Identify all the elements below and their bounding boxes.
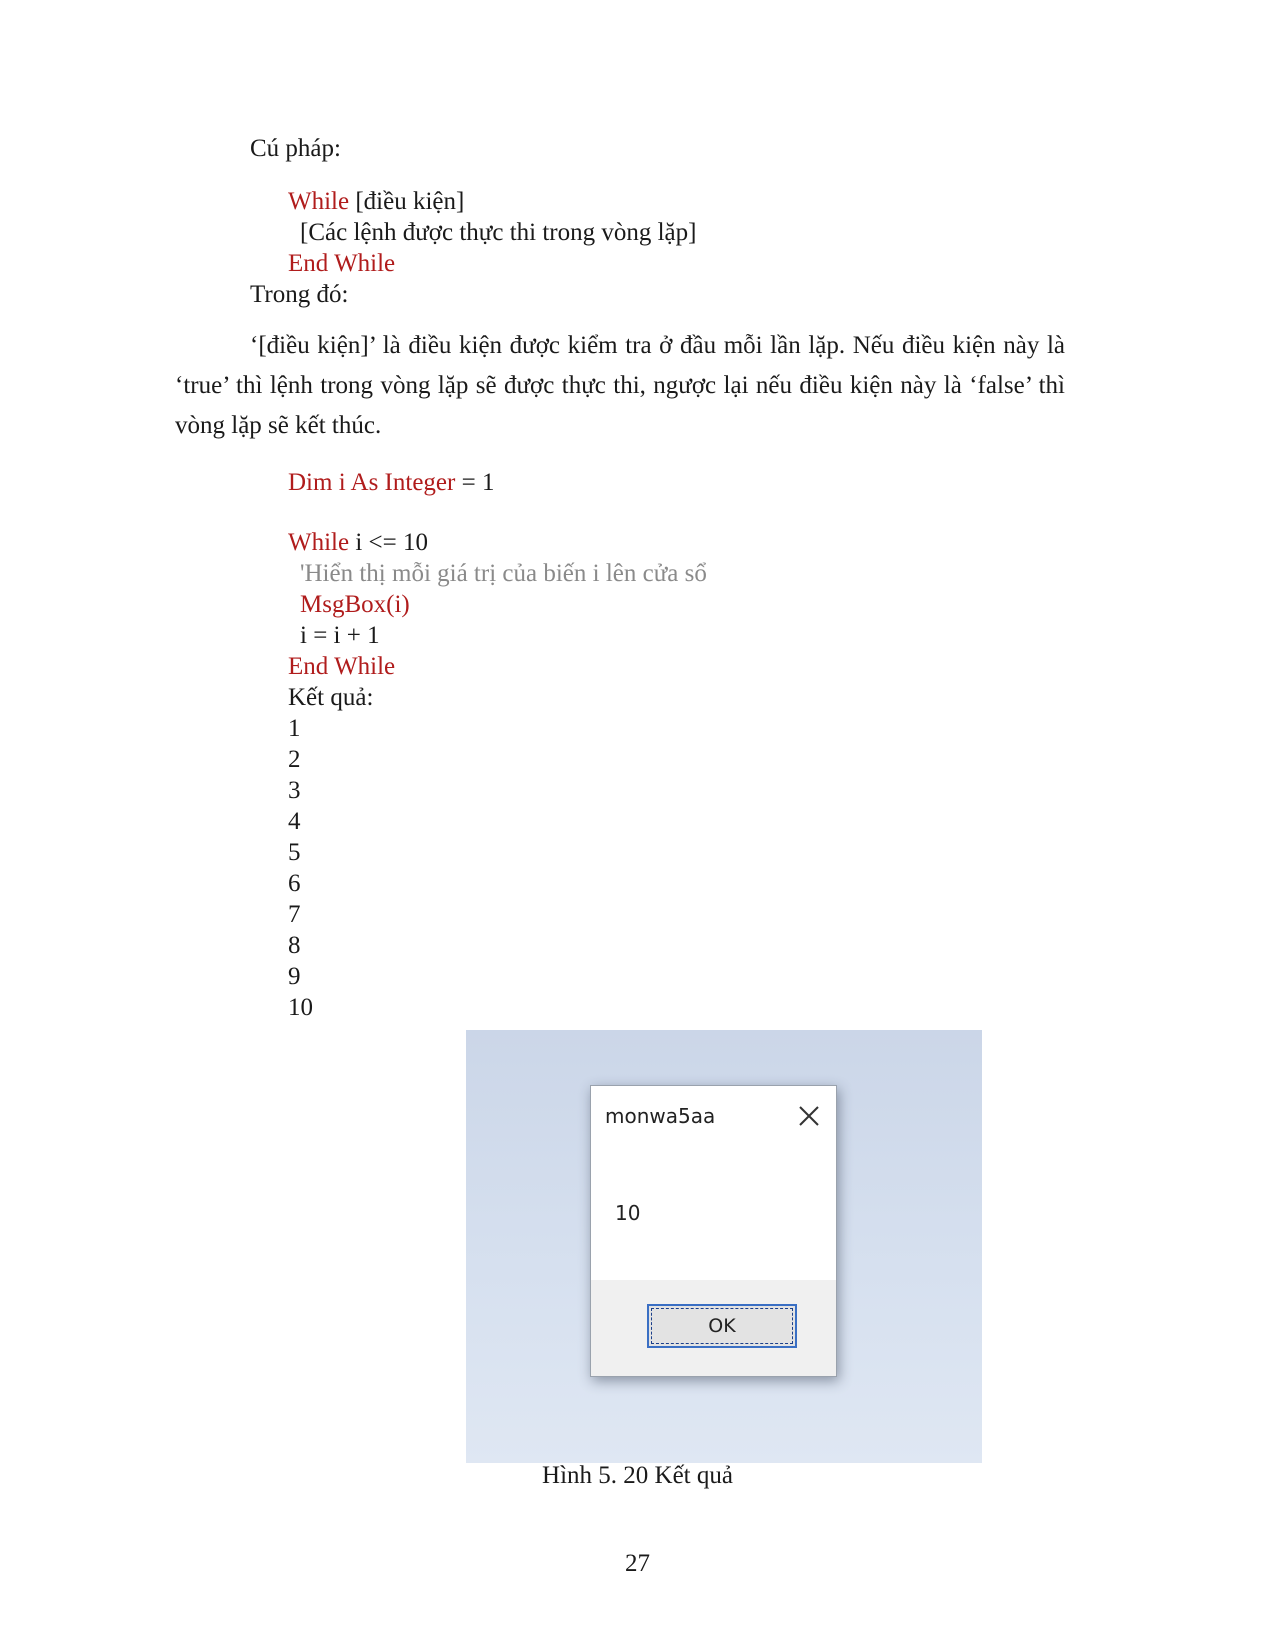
code-end-while: End While — [288, 653, 396, 680]
code-while-line — [288, 527, 428, 558]
code-dim-line — [288, 467, 494, 498]
result-value: 3 — [288, 777, 301, 804]
result-label: Kết quả: — [288, 684, 374, 711]
code-increment: i = i + 1 — [300, 622, 380, 649]
explanation-text: ‘[điều kiện]’ là điều kiện được kiểm tra ở đầu mỗi lần lặp. Nếu điều kiện này là ‘true’ thì lệnh trong vòng lặp sẽ được thực thi, ngược lại nếu điều kiện này là ‘false’ thì vòng lặp sẽ kết thúc. — [175, 332, 1065, 439]
while-keyword: While — [288, 529, 350, 556]
syntax-end-while: End While — [288, 250, 396, 277]
syntax-condition: [điều kiện] — [349, 188, 465, 215]
code-comment: 'Hiển thị mỗi giá trị của biến i lên cửa sổ — [300, 560, 707, 587]
while-condition: i <= 10 — [349, 529, 428, 556]
syntax-where: Trong đó: — [250, 281, 349, 308]
dialog-title: monwa5aa — [605, 1104, 716, 1128]
syntax-body: [Các lệnh được thực thi trong vòng lặp] — [300, 219, 697, 246]
explanation-paragraph — [175, 326, 1065, 446]
result-value: 5 — [288, 839, 301, 866]
syntax-while-line — [288, 186, 464, 217]
result-value: 9 — [288, 963, 301, 990]
result-screenshot — [466, 1030, 982, 1463]
result-value: 2 — [288, 746, 301, 773]
dim-value: = 1 — [455, 469, 495, 496]
result-value: 4 — [288, 808, 301, 835]
result-value: 7 — [288, 901, 301, 928]
while-keyword: While — [288, 188, 350, 215]
figure-caption: Hình 5. 20 Kết quả — [542, 1462, 733, 1489]
result-value: 1 — [288, 715, 301, 742]
dim-keyword: Dim i As Integer — [288, 469, 456, 496]
syntax-heading: Cú pháp: — [250, 135, 341, 162]
message-box-dialog — [590, 1085, 837, 1377]
page-number: 27 — [625, 1550, 650, 1577]
dialog-footer — [591, 1280, 836, 1376]
close-icon[interactable] — [798, 1104, 820, 1126]
dialog-message: 10 — [615, 1201, 641, 1225]
code-msgbox: MsgBox(i) — [300, 591, 410, 618]
result-value: 10 — [288, 994, 313, 1021]
result-value: 8 — [288, 932, 301, 959]
result-value: 6 — [288, 870, 301, 897]
ok-button[interactable]: OK — [647, 1304, 797, 1348]
